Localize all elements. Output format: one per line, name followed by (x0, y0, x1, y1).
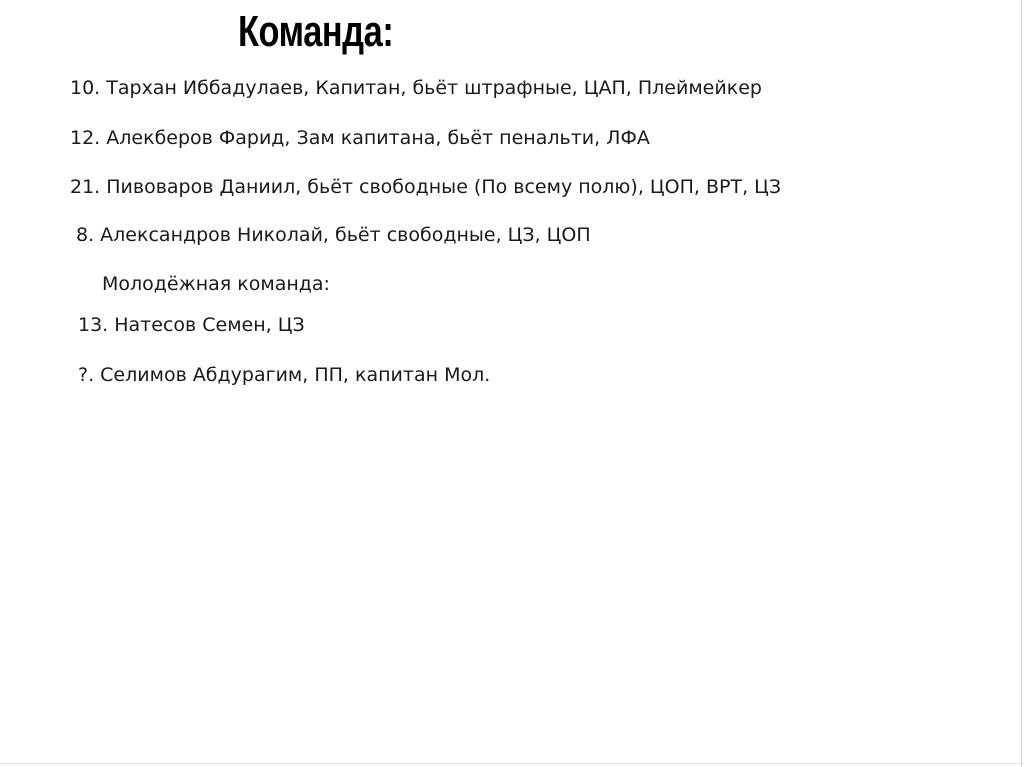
youth-team-heading: Молодёжная команда: (102, 273, 330, 295)
team-line-player-21: 21. Пивоваров Даниил, бьёт свободные (По всему полю), ЦОП, ВРТ, ЦЗ (70, 176, 782, 198)
slide-title: Команда: (238, 7, 394, 56)
team-line-player-8: 8. Александров Николай, бьёт свободные, ЦЗ, ЦОП (76, 224, 591, 246)
slide-edge-right (1021, 0, 1022, 767)
youth-line-player-13: 13. Натесов Семен, ЦЗ (78, 314, 305, 336)
youth-line-captain: ?. Селимов Абдурагим, ПП, капитан Мол. (78, 364, 491, 386)
team-line-captain: 10. Тархан Иббадулаев, Капитан, бьёт штрафные, ЦАП, Плеймейкер (70, 77, 762, 99)
slide-edge-bottom (0, 763, 1024, 764)
team-line-vice-captain: 12. Алекберов Фарид, Зам капитана, бьёт пенальти, ЛФА (70, 127, 650, 149)
